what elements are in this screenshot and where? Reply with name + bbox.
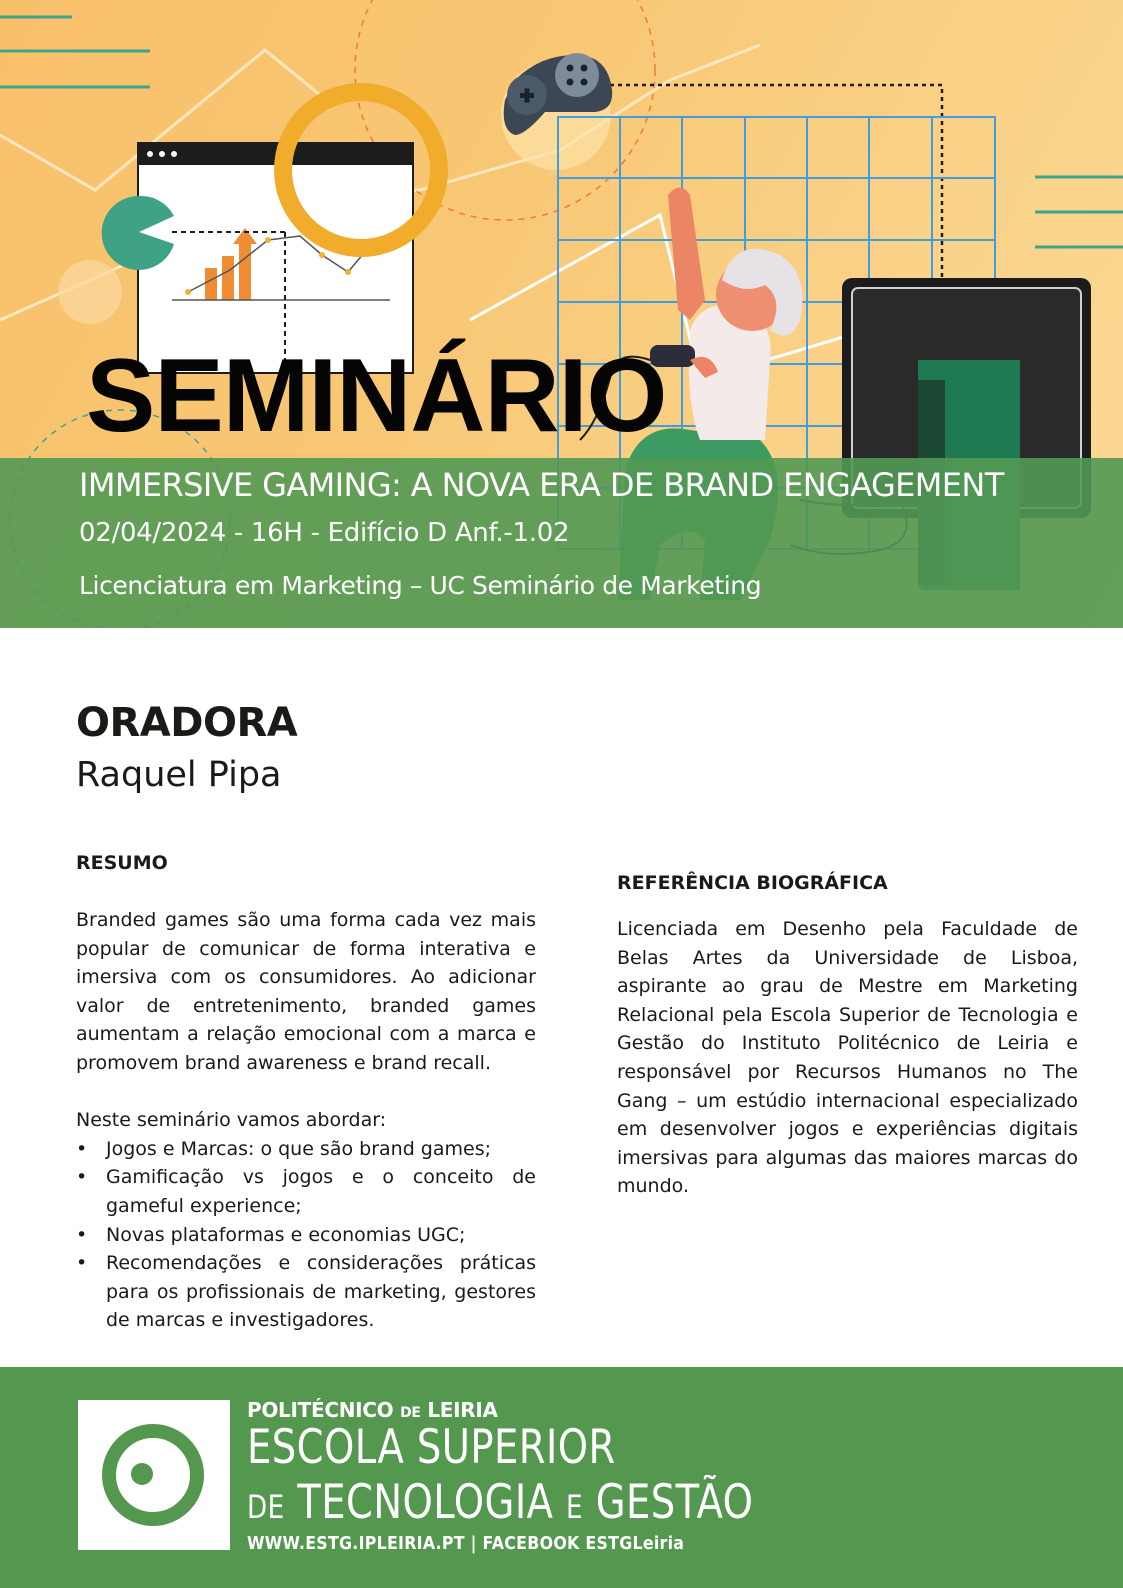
topic-item <box>76 1221 536 1250</box>
school-name-line-2: DE TECNOLOGIA E GESTÃO <box>247 1475 754 1530</box>
footer-links <box>247 1533 684 1554</box>
paragraph-gap <box>76 1078 536 1107</box>
website-link[interactable]: WWW.ESTG.IPLEIRIA.PT <box>247 1533 465 1554</box>
topic-text: Novas plataformas e economias UGC; <box>106 1223 466 1246</box>
topic-text: Jogos e Marcas: o que são brand games; <box>106 1137 492 1160</box>
polytechnic-name: POLITÉCNICO DE LEIRIA <box>247 1398 498 1422</box>
bullet-icon: • <box>76 1166 88 1189</box>
link-separator: | <box>470 1533 477 1554</box>
event-course: Licenciatura em Marketing – UC Seminário de Marketing <box>79 571 762 600</box>
bio-column <box>617 915 1078 1201</box>
summary-paragraph: Branded games são uma forma cada vez mais popular de comunicar de forma interativa e imersiva com os consumidores. Ao adicionar valor de entretenimento, branded games aumentam a relação emocional com a marca e promovem brand awareness e brand recall. <box>76 909 536 1074</box>
speaker-heading: ORADORA <box>76 700 298 746</box>
school-name-line-1: ESCOLA SUPERIOR <box>247 1420 616 1475</box>
summary-heading: RESUMO <box>76 852 168 874</box>
bullet-icon: • <box>76 1223 88 1246</box>
estg-logo-icon <box>78 1400 230 1550</box>
bullet-icon: • <box>76 1252 88 1275</box>
bio-paragraph: Licenciada em Desenho pela Faculdade de Belas Artes da Universidade de Lisboa, aspirante ao grau de Mestre em Marketing Relacional pela Escola Superior de Tecnologia e Gestão do Instituto Politécnico de Leiria e responsável por Recursos Humanos no The Gang – um estúdio internacional especializado em desenvolver jogos e experiências digitais imersivas para algumas das maiores marcas do mundo. <box>617 918 1078 1198</box>
event-title: IMMERSIVE GAMING: A NOVA ERA DE BRAND ENGAGEMENT <box>79 466 1004 504</box>
topic-item <box>76 1163 536 1220</box>
bio-heading: REFERÊNCIA BIOGRÁFICA <box>617 872 888 894</box>
decorative-lines-left <box>0 17 150 87</box>
bullet-icon: • <box>76 1137 88 1160</box>
hero-banner <box>0 0 1123 628</box>
decorative-lines-right <box>1035 177 1123 247</box>
topic-item <box>76 1135 536 1164</box>
soft-circle <box>58 260 122 324</box>
facebook-link[interactable]: FACEBOOK ESTGLeiria <box>482 1533 685 1554</box>
summary-column <box>76 906 536 1335</box>
speaker-name: Raquel Pipa <box>76 755 282 795</box>
topic-text: Gamificação vs jogos e o conceito de gameful experience; <box>106 1166 536 1217</box>
event-date-location: 02/04/2024 - 16H - Edifício D Anf.-1.02 <box>79 518 570 548</box>
estg-logo <box>78 1400 230 1550</box>
summary-intro: Neste seminário vamos abordar: <box>76 1109 387 1132</box>
topic-item <box>76 1249 536 1335</box>
seminar-title: SEMINÁRIO <box>86 338 667 454</box>
topic-list <box>76 1135 536 1335</box>
topic-text: Recomendações e considerações práticas para os profissionais de marketing, gestores de marcas e investigadores. <box>106 1252 536 1332</box>
